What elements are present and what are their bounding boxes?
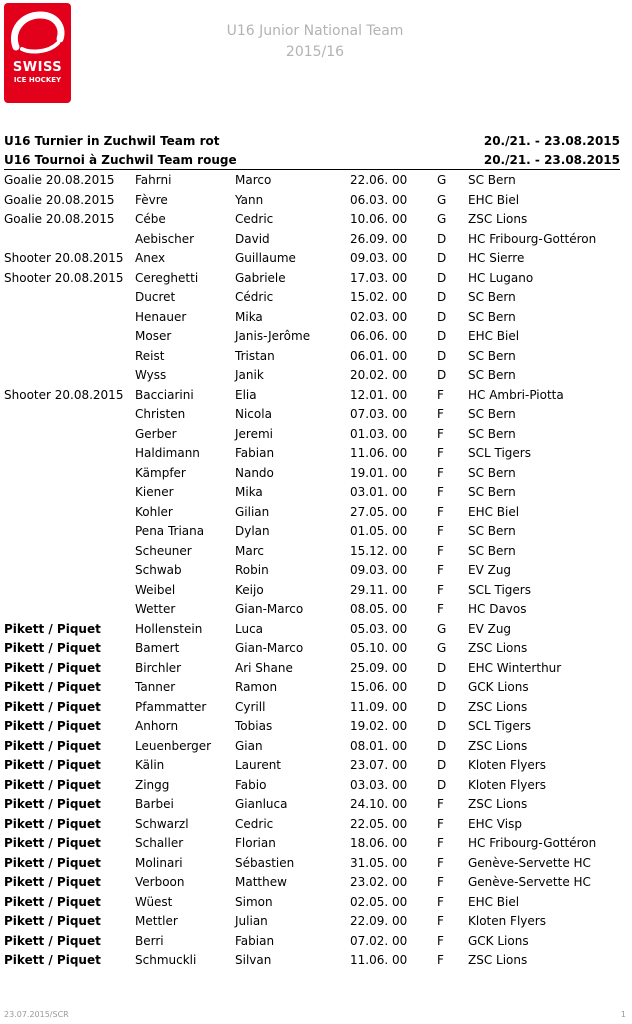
player-position: F [437, 875, 444, 889]
table-row [0, 619, 632, 639]
table-row [0, 716, 632, 736]
player-first-name: Mika [235, 485, 263, 499]
event-title-fr: U16 Tournoi à Zuchwil Team rouge [4, 153, 237, 167]
document-title: U16 Junior National Team [226, 23, 404, 39]
player-club: SC Bern [468, 465, 516, 480]
player-birthdate: 26.09. 00 [350, 231, 408, 246]
table-row [0, 424, 632, 444]
player-first-name: Elia [235, 387, 257, 402]
table-row [0, 443, 632, 463]
player-club: HC Fribourg-Gottéron [468, 836, 597, 850]
player-club: Genève-Servette HC [468, 855, 591, 870]
player-group: Pikett / Piquet [4, 914, 101, 928]
table-row [0, 463, 632, 483]
player-first-name: Gian-Marco [235, 641, 304, 655]
player-club: SC Bern [468, 407, 516, 421]
player-group: Pikett / Piquet [4, 621, 101, 636]
player-club: HC Fribourg-Gottéron [468, 231, 597, 246]
player-club: ZSC Lions [468, 797, 528, 811]
player-club: SC Bern [468, 426, 516, 441]
player-group: Shooter 20.08.2015 [4, 270, 124, 285]
roster-table [0, 170, 632, 970]
player-group: Pikett / Piquet [4, 933, 101, 948]
player-first-name: Gabriele [235, 270, 286, 285]
player-group: Pikett / Piquet [4, 758, 101, 772]
table-row [0, 482, 632, 502]
player-group: Goalie 20.08.2015 [4, 192, 115, 207]
table-row [0, 833, 632, 853]
player-group: Pikett / Piquet [4, 719, 101, 733]
player-last-name: Gerber [135, 426, 177, 441]
player-first-name: Laurent [235, 758, 282, 772]
player-last-name: Fahrni [135, 173, 172, 187]
player-club: SC Bern [468, 543, 516, 558]
player-position: F [437, 602, 444, 616]
player-last-name: Schwab [135, 563, 182, 577]
player-first-name: Fabian [235, 933, 275, 948]
player-group: Shooter 20.08.2015 [4, 387, 124, 402]
player-position: D [437, 329, 447, 343]
player-group: Shooter 20.08.2015 [4, 251, 124, 265]
player-birthdate: 07.03. 00 [350, 407, 408, 421]
player-group: Pikett / Piquet [4, 680, 101, 694]
player-first-name: Nando [235, 465, 274, 480]
player-club: ZSC Lions [468, 953, 528, 967]
player-position: D [437, 368, 447, 382]
player-birthdate: 01.05. 00 [350, 524, 408, 538]
swiss-cross-swoosh-icon [4, 3, 71, 63]
player-first-name: Dylan [235, 524, 270, 538]
player-birthdate: 22.09. 00 [350, 914, 408, 928]
table-row [0, 931, 632, 951]
player-club: Genève-Servette HC [468, 875, 591, 889]
player-position: F [437, 933, 444, 948]
table-row [0, 736, 632, 756]
player-last-name: Kohler [135, 504, 173, 519]
player-position: F [437, 816, 444, 831]
player-club: GCK Lions [468, 933, 529, 948]
table-row [0, 229, 632, 249]
player-club: GCK Lions [468, 680, 529, 694]
player-birthdate: 27.05. 00 [350, 504, 408, 519]
player-birthdate: 15.06. 00 [350, 680, 408, 694]
player-position: G [437, 212, 447, 226]
player-group: Pikett / Piquet [4, 953, 101, 967]
player-birthdate: 10.06. 00 [350, 212, 408, 226]
player-position: F [437, 407, 444, 421]
table-row [0, 950, 632, 970]
player-first-name: Cedric [235, 816, 274, 831]
player-group: Pikett / Piquet [4, 699, 101, 714]
table-row [0, 287, 632, 307]
player-first-name: Silvan [235, 953, 272, 967]
player-first-name: Guillaume [235, 251, 296, 265]
player-club: Kloten Flyers [468, 777, 546, 792]
player-position: D [437, 309, 447, 324]
table-row [0, 326, 632, 346]
player-last-name: Bacciarini [135, 387, 194, 402]
player-last-name: Molinari [135, 855, 183, 870]
table-row [0, 346, 632, 366]
player-last-name: Henauer [135, 309, 187, 324]
player-position: D [437, 777, 447, 792]
player-first-name: Gian-Marco [235, 602, 304, 616]
player-club: HC Sierre [468, 251, 525, 265]
player-group: Goalie 20.08.2015 [4, 173, 115, 187]
player-club: EV Zug [468, 563, 512, 577]
table-row [0, 541, 632, 561]
player-club: Kloten Flyers [468, 914, 546, 928]
table-row [0, 170, 632, 190]
player-birthdate: 19.01. 00 [350, 465, 408, 480]
player-birthdate: 02.03. 00 [350, 309, 408, 324]
player-position: D [437, 251, 447, 265]
player-club: SC Bern [468, 485, 516, 499]
player-last-name: Pena Triana [135, 524, 205, 538]
player-last-name: Christen [135, 407, 186, 421]
player-club: ZSC Lions [468, 641, 528, 655]
player-club: EHC Biel [468, 894, 520, 909]
player-birthdate: 23.02. 00 [350, 875, 408, 889]
player-first-name: Marco [235, 173, 272, 187]
table-row [0, 872, 632, 892]
page-number: 1 [620, 1010, 626, 1019]
player-position: F [437, 524, 444, 538]
player-first-name: Tobias [235, 719, 273, 733]
player-group: Pikett / Piquet [4, 660, 101, 675]
player-last-name: Hollenstein [135, 621, 203, 636]
player-last-name: Wüest [135, 894, 173, 909]
player-birthdate: 24.10. 00 [350, 797, 408, 811]
table-row [0, 190, 632, 210]
player-first-name: Sébastien [235, 855, 295, 870]
player-club: SC Bern [468, 368, 516, 382]
player-birthdate: 23.07. 00 [350, 758, 408, 772]
player-last-name: Aebischer [135, 231, 195, 246]
player-group: Pikett / Piquet [4, 641, 101, 655]
player-club: EHC Biel [468, 504, 520, 519]
player-birthdate: 09.03. 00 [350, 563, 408, 577]
player-club: SC Bern [468, 173, 516, 187]
player-position: F [437, 953, 444, 967]
player-club: EHC Biel [468, 192, 520, 207]
player-birthdate: 08.05. 00 [350, 602, 408, 616]
player-position: D [437, 270, 447, 285]
player-first-name: Ramon [235, 680, 278, 694]
player-birthdate: 08.01. 00 [350, 738, 408, 753]
footer-date: 23.07.2015/SCR [4, 1010, 69, 1019]
player-last-name: Moser [135, 329, 172, 343]
player-first-name: Matthew [235, 875, 287, 889]
player-position: D [437, 738, 447, 753]
player-club: EHC Visp [468, 816, 522, 831]
player-first-name: Fabio [235, 777, 267, 792]
player-club: EHC Biel [468, 329, 520, 343]
player-club: ZSC Lions [468, 699, 528, 714]
table-row [0, 911, 632, 931]
player-position: G [437, 641, 447, 655]
player-last-name: Schwarzl [135, 816, 189, 831]
player-last-name: Kiener [135, 485, 174, 499]
player-first-name: Gian [235, 738, 263, 753]
player-last-name: Kämpfer [135, 465, 186, 480]
table-row [0, 892, 632, 912]
player-club: SC Bern [468, 348, 516, 363]
player-first-name: Jeremi [235, 426, 273, 441]
player-birthdate: 15.12. 00 [350, 543, 408, 558]
player-club: SC Bern [468, 290, 516, 304]
event-title-de: U16 Turnier in Zuchwil Team rot [4, 134, 220, 148]
player-last-name: Barbei [135, 797, 174, 811]
player-first-name: Robin [235, 563, 269, 577]
event-header-de [4, 132, 620, 150]
player-group: Pikett / Piquet [4, 894, 101, 909]
player-position: D [437, 231, 447, 246]
player-last-name: Pfammatter [135, 699, 207, 714]
logo-text-swiss: SWISS [12, 60, 63, 75]
player-birthdate: 18.06. 00 [350, 836, 408, 850]
table-row [0, 599, 632, 619]
player-club: HC Lugano [468, 270, 534, 285]
table-row [0, 580, 632, 600]
player-first-name: Janik [235, 368, 264, 382]
table-row [0, 638, 632, 658]
player-group: Pikett / Piquet [4, 738, 101, 753]
player-birthdate: 02.05. 00 [350, 894, 408, 909]
player-position: F [437, 563, 444, 577]
player-birthdate: 12.01. 00 [350, 387, 408, 402]
player-position: F [437, 836, 444, 850]
player-position: G [437, 173, 447, 187]
table-row [0, 697, 632, 717]
player-position: F [437, 504, 444, 519]
player-birthdate: 05.10. 00 [350, 641, 408, 655]
player-first-name: Cedric [235, 212, 274, 226]
player-first-name: Mika [235, 309, 263, 324]
player-birthdate: 31.05. 00 [350, 855, 408, 870]
player-last-name: Mettler [135, 914, 178, 928]
table-row [0, 307, 632, 327]
player-first-name: Nicola [235, 407, 272, 421]
player-birthdate: 09.03. 00 [350, 251, 408, 265]
player-position: D [437, 758, 447, 772]
player-position: F [437, 446, 444, 460]
player-first-name: Janis-Jerôme [235, 329, 311, 343]
table-row [0, 853, 632, 873]
player-position: F [437, 855, 444, 870]
player-first-name: David [235, 231, 270, 246]
player-club: EV Zug [468, 621, 512, 636]
player-first-name: Cédric [235, 290, 274, 304]
player-birthdate: 03.01. 00 [350, 485, 408, 499]
player-position: D [437, 348, 447, 363]
player-club: SC Bern [468, 309, 516, 324]
player-first-name: Fabian [235, 446, 275, 460]
table-row [0, 560, 632, 580]
table-row [0, 775, 632, 795]
player-group: Pikett / Piquet [4, 777, 101, 792]
table-row [0, 794, 632, 814]
player-birthdate: 22.06. 00 [350, 173, 408, 187]
player-birthdate: 15.02. 00 [350, 290, 408, 304]
table-row [0, 658, 632, 678]
table-row [0, 502, 632, 522]
player-position: D [437, 660, 447, 675]
player-birthdate: 11.09. 00 [350, 699, 408, 714]
player-birthdate: 06.01. 00 [350, 348, 408, 363]
player-position: G [437, 192, 447, 207]
player-last-name: Cébe [135, 212, 166, 226]
logo-text-ice-hockey: ICE HOCKEY [13, 76, 62, 84]
player-position: F [437, 582, 444, 597]
player-birthdate: 11.06. 00 [350, 446, 408, 460]
table-row [0, 268, 632, 288]
table-row [0, 209, 632, 229]
player-first-name: Luca [235, 621, 264, 636]
player-last-name: Wetter [135, 602, 176, 616]
player-first-name: Tristan [235, 348, 275, 363]
player-club: SCL Tigers [468, 446, 531, 460]
player-position: F [437, 485, 444, 499]
player-first-name: Gianluca [235, 797, 288, 811]
table-row [0, 521, 632, 541]
player-last-name: Leuenberger [135, 738, 212, 753]
player-club: SCL Tigers [468, 719, 531, 733]
player-first-name: Marc [235, 543, 264, 558]
player-last-name: Anhorn [135, 719, 179, 733]
player-last-name: Tanner [135, 680, 176, 694]
player-position: F [437, 426, 444, 441]
player-club: ZSC Lions [468, 738, 528, 753]
player-first-name: Ari Shane [235, 660, 293, 675]
event-dates-de: 20./21. - 23.08.2015 [483, 134, 620, 148]
player-last-name: Haldimann [135, 446, 200, 460]
player-first-name: Cyrill [235, 699, 266, 714]
table-row [0, 248, 632, 268]
player-position: F [437, 914, 444, 928]
player-birthdate: 01.03. 00 [350, 426, 408, 441]
event-dates-fr: 20./21. - 23.08.2015 [483, 153, 620, 167]
player-position: F [437, 543, 444, 558]
player-last-name: Zingg [135, 777, 170, 792]
table-row [0, 404, 632, 424]
player-first-name: Simon [235, 894, 273, 909]
player-position: F [437, 797, 444, 811]
player-position: F [437, 387, 444, 402]
player-last-name: Berri [135, 933, 164, 948]
player-last-name: Wyss [135, 368, 167, 382]
player-last-name: Cereghetti [135, 270, 199, 285]
player-last-name: Schmuckli [135, 953, 197, 967]
player-last-name: Anex [135, 251, 166, 265]
player-birthdate: 11.06. 00 [350, 953, 408, 967]
player-birthdate: 25.09. 00 [350, 660, 408, 675]
player-group: Pikett / Piquet [4, 816, 101, 831]
player-birthdate: 20.02. 00 [350, 368, 408, 382]
document-season: 2015/16 [285, 44, 345, 60]
player-last-name: Reist [135, 348, 165, 363]
player-position: F [437, 465, 444, 480]
swiss-ice-hockey-logo [4, 3, 71, 103]
player-club: HC Davos [468, 602, 527, 616]
table-row [0, 365, 632, 385]
player-last-name: Bamert [135, 641, 180, 655]
player-group: Pikett / Piquet [4, 836, 101, 850]
player-last-name: Birchler [135, 660, 182, 675]
player-birthdate: 22.05. 00 [350, 816, 408, 831]
player-first-name: Gilian [235, 504, 270, 519]
player-club: SCL Tigers [468, 582, 531, 597]
player-group: Pikett / Piquet [4, 875, 101, 889]
player-birthdate: 06.06. 00 [350, 329, 408, 343]
player-last-name: Kälin [135, 758, 165, 772]
player-birthdate: 29.11. 00 [350, 582, 408, 597]
player-last-name: Ducret [135, 290, 176, 304]
player-group: Pikett / Piquet [4, 797, 101, 811]
player-club: HC Ambri-Piotta [468, 387, 564, 402]
player-position: G [437, 621, 447, 636]
player-last-name: Verboon [135, 875, 185, 889]
player-birthdate: 07.02. 00 [350, 933, 408, 948]
player-position: D [437, 719, 447, 733]
player-first-name: Keijo [235, 582, 264, 597]
player-club: EHC Winterthur [468, 660, 562, 675]
player-last-name: Weibel [135, 582, 176, 597]
player-last-name: Scheuner [135, 543, 192, 558]
player-birthdate: 06.03. 00 [350, 192, 408, 207]
player-position: D [437, 680, 447, 694]
player-club: ZSC Lions [468, 212, 528, 226]
player-birthdate: 05.03. 00 [350, 621, 408, 636]
player-position: D [437, 699, 447, 714]
player-club: Kloten Flyers [468, 758, 546, 772]
player-position: F [437, 894, 444, 909]
table-row [0, 677, 632, 697]
table-row [0, 814, 632, 834]
player-birthdate: 03.03. 00 [350, 777, 408, 792]
player-birthdate: 17.03. 00 [350, 270, 408, 285]
player-first-name: Yann [235, 192, 264, 207]
player-group: Goalie 20.08.2015 [4, 212, 115, 226]
table-row [0, 385, 632, 405]
player-position: D [437, 290, 447, 304]
player-birthdate: 19.02. 00 [350, 719, 408, 733]
player-first-name: Florian [235, 836, 276, 850]
table-row [0, 755, 632, 775]
event-header-fr [4, 151, 620, 169]
player-group: Pikett / Piquet [4, 855, 101, 870]
player-first-name: Julian [235, 914, 268, 928]
player-last-name: Fèvre [135, 192, 168, 207]
player-club: SC Bern [468, 524, 516, 538]
player-last-name: Schaller [135, 836, 184, 850]
